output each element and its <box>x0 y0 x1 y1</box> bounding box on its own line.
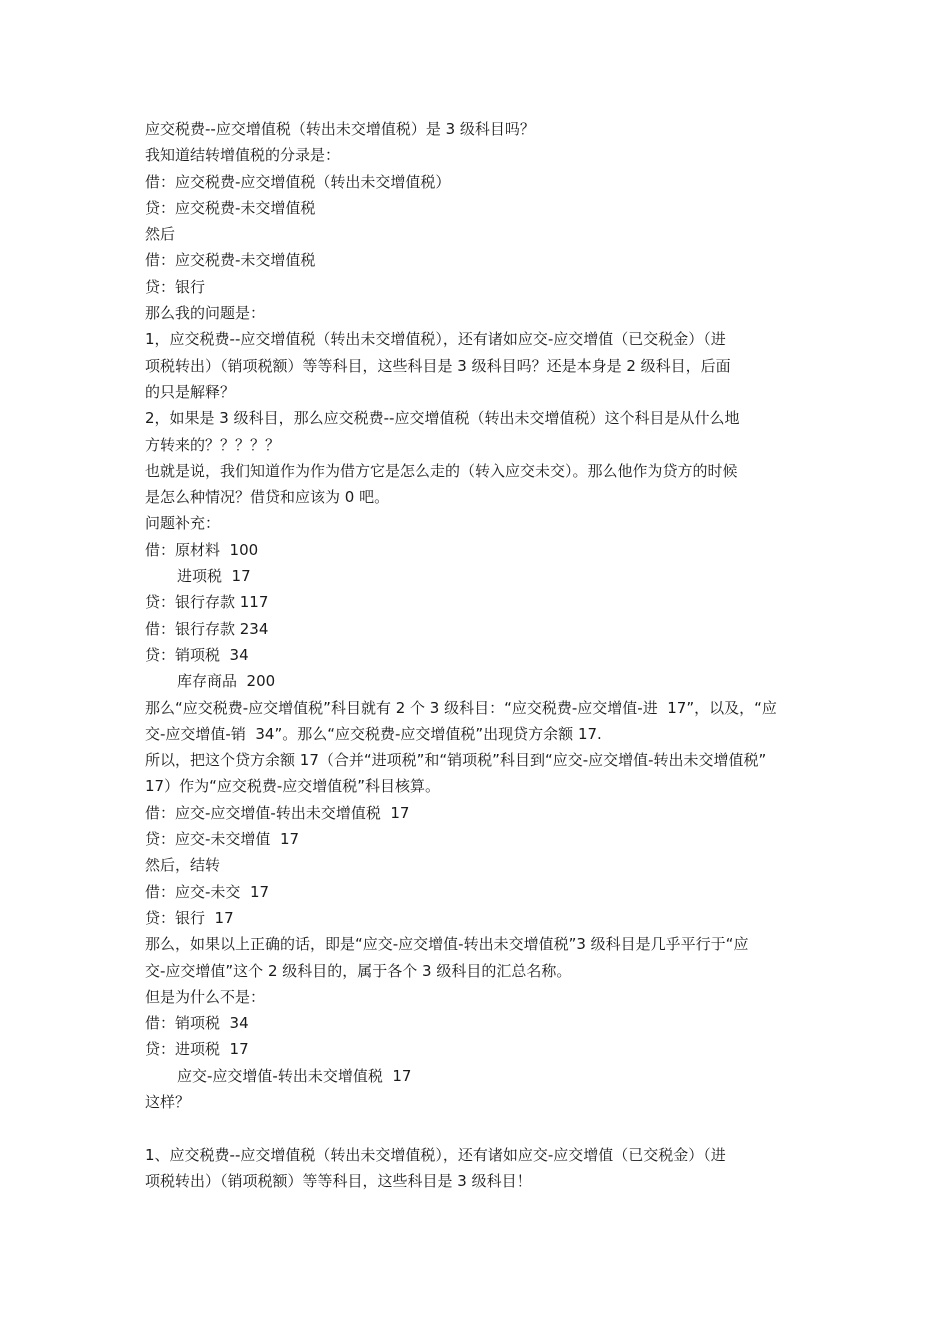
text-line: 我知道结转增值税的分录是： <box>145 146 341 165</box>
text-line: 这样？ <box>145 1092 191 1111</box>
text-line: 借：应交-未交 17 <box>145 882 270 901</box>
text-line: 贷：银行 17 <box>145 908 234 927</box>
text-line: 是怎么种情况？借贷和应该为 0 吧。 <box>145 488 390 507</box>
text-line: 应交-应交增值-转出未交增值税 17 <box>177 1066 412 1085</box>
text-line: 贷：银行 <box>145 277 206 296</box>
text-line: 项税转出）（销项税额）等等科目，这些科目是 3 级科目！ <box>145 1171 532 1190</box>
text-line: 贷：银行存款 117 <box>145 593 269 612</box>
text-line: 贷：销项税 34 <box>145 645 249 664</box>
text-line: 借：银行存款 234 <box>145 619 269 638</box>
text-line: 1、应交税费--应交增值税（转出未交增值税），还有诸如应交-应交增值（已交税金）（进 <box>145 1145 726 1164</box>
text-line: 那么我的问题是： <box>145 304 266 323</box>
text-line: 然后，结转 <box>145 856 221 875</box>
text-line: 但是为什么不是： <box>145 987 266 1006</box>
text-line: 所以，把这个贷方余额 17（合并“进项税”和“销项税”科目到“应交-应交增值-转出未交增值税” <box>145 751 767 770</box>
text-line: 那么，如果以上正确的话，即是“应交-应交增值-转出未交增值税”3 级科目是几乎平行于“应 <box>145 935 749 954</box>
blank-line <box>145 1115 815 1141</box>
text-line: 借：应交税费-未交增值税 <box>145 251 316 270</box>
text-line: 借：应交-应交增值-转出未交增值税 17 <box>145 803 410 822</box>
text-line: 贷：应交-未交增值 17 <box>145 830 300 849</box>
text-line: 交-应交增值-销 34”。那么“应交税费-应交增值税”出现贷方余额 17. <box>145 724 602 743</box>
document-body <box>145 116 815 1194</box>
text-line: 库存商品 200 <box>177 672 276 691</box>
text-line: 借：原材料 100 <box>145 540 259 559</box>
text-line: 然后 <box>145 225 176 244</box>
text-line: 贷：应交税费-未交增值税 <box>145 198 316 217</box>
text-line: 17）作为“应交税费-应交增值税”科目核算。 <box>145 777 441 796</box>
text-line: 也就是说，我们知道作为作为借方它是怎么走的（转入应交未交）。那么他作为贷方的时候 <box>145 461 738 480</box>
text-line: 应交税费--应交增值税（转出未交增值税）是 3 级科目吗？ <box>145 120 535 138</box>
text-line: 问题补充： <box>145 514 221 533</box>
text-line: 借：销项税 34 <box>145 1014 249 1033</box>
text-line: 借：应交税费-应交增值税（转出未交增值税） <box>145 172 451 191</box>
text-line: 项税转出）（销项税额）等等科目，这些科目是 3 级科目吗？还是本身是 2 级科目，后面 <box>145 356 731 375</box>
text-line: 进项税 17 <box>177 567 251 586</box>
text-line: 贷：进项税 17 <box>145 1040 249 1059</box>
text-line: 1，应交税费--应交增值税（转出未交增值税），还有诸如应交-应交增值（已交税金）（进 <box>145 330 726 349</box>
text-line: 那么“应交税费-应交增值税”科目就有 2 个 3 级科目：“应交税费-应交增值-进 17”，以及，“应 <box>145 698 777 717</box>
text-line: 交-应交增值”这个 2 级科目的，属于各个 3 级科目的汇总名称。 <box>145 961 572 980</box>
text-line: 2，如果是 3 级科目，那么应交税费--应交增值税（转出未交增值税）这个科目是从什么地 <box>145 409 740 428</box>
text-line: 的只是解释？ <box>145 382 236 401</box>
text-line: 方转来的？？？？？ <box>145 435 281 454</box>
